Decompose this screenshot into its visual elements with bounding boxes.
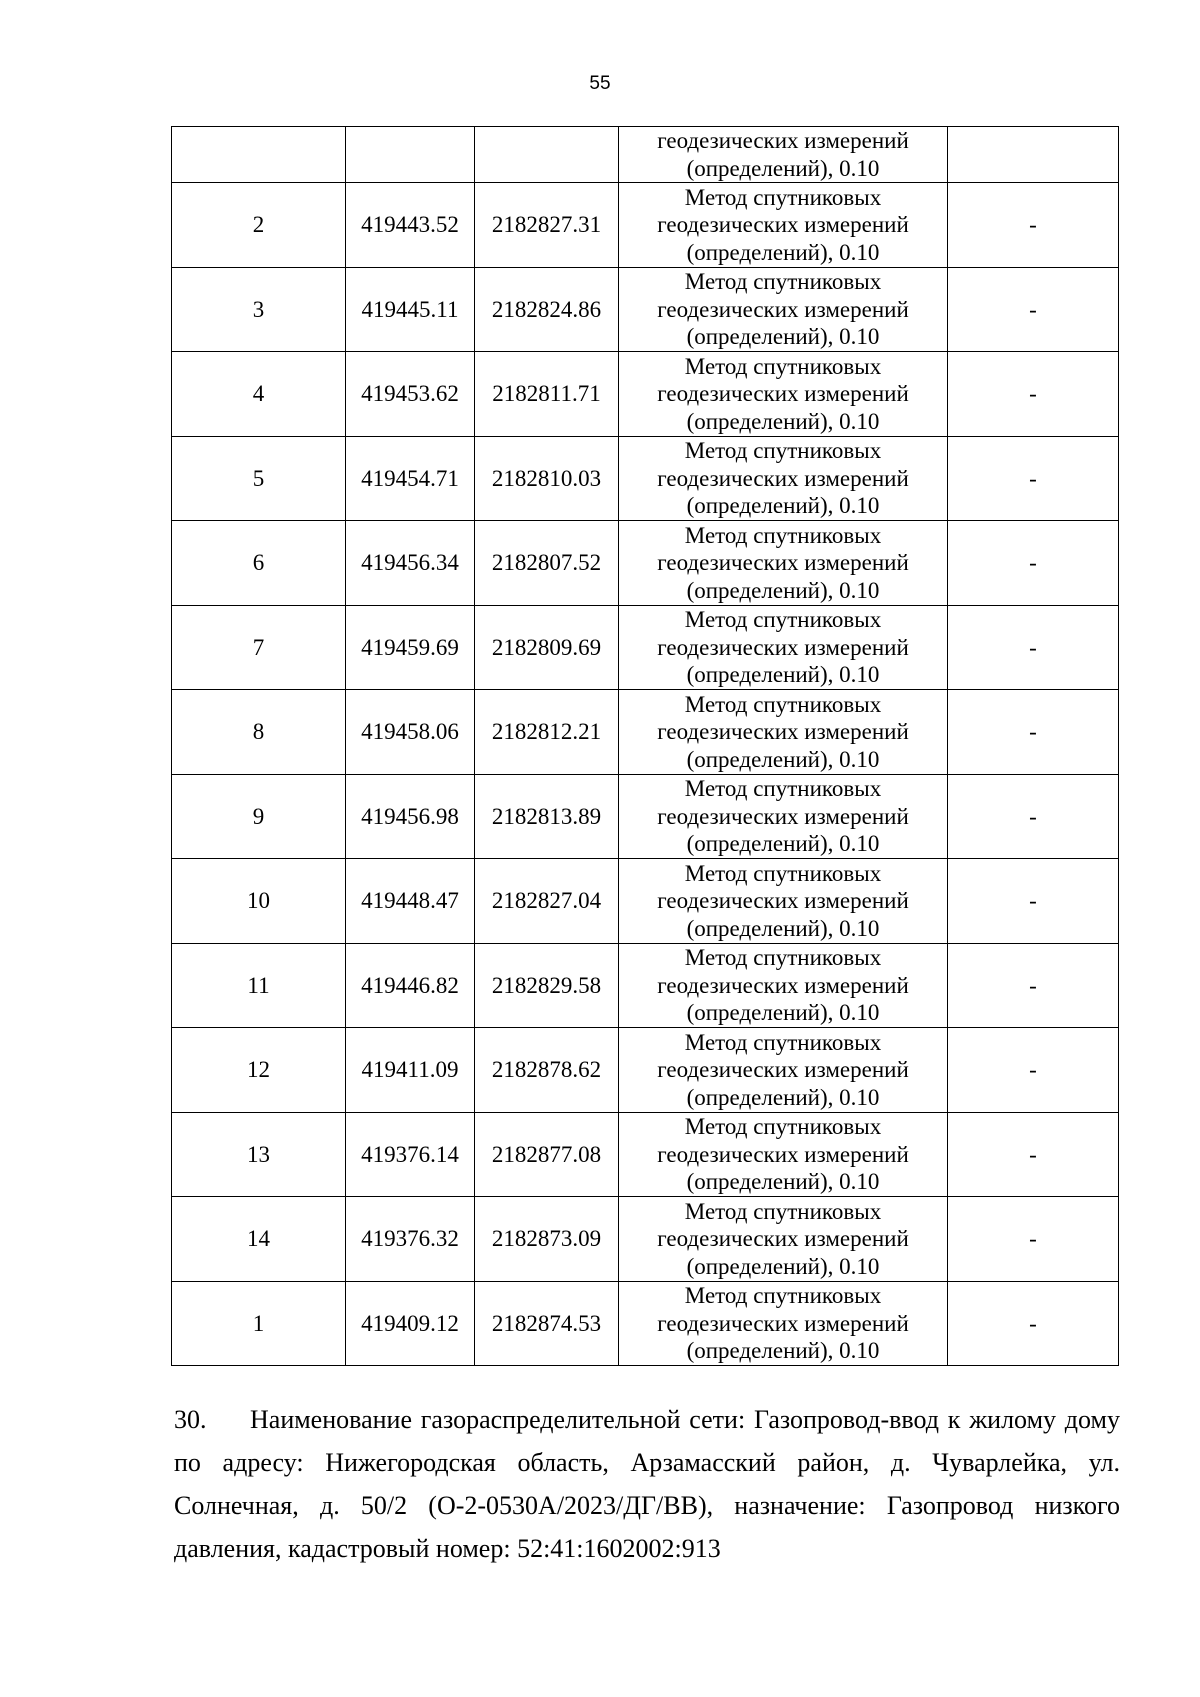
- cell-y: 2182810.03: [475, 436, 619, 521]
- cell-x: 419446.82: [346, 943, 475, 1028]
- table-row: [172, 183, 1119, 268]
- method-line: геодезических измерений: [657, 634, 909, 660]
- cell-point: 2: [172, 183, 346, 268]
- method-line: (определений), 0.10: [686, 915, 880, 941]
- cell-x: 419376.14: [346, 1112, 475, 1197]
- cell-note: -: [948, 605, 1119, 690]
- cell-note: -: [948, 352, 1119, 437]
- cell-point: 8: [172, 690, 346, 775]
- cell-y: 2182812.21: [475, 690, 619, 775]
- method-line: геодезических измерений: [657, 888, 909, 913]
- cell-x: 419456.98: [346, 774, 475, 859]
- table-row: [172, 267, 1119, 352]
- table-row: [172, 859, 1119, 944]
- cell-note: -: [948, 1197, 1119, 1282]
- section-number: 30.: [174, 1405, 207, 1434]
- cell-y: 2182811.71: [475, 352, 619, 437]
- cell-y: 2182873.09: [475, 1197, 619, 1282]
- cell-x: 419443.52: [346, 183, 475, 268]
- cell-note: -: [948, 943, 1119, 1028]
- cell-x: 419376.32: [346, 1197, 475, 1282]
- cell-point: 5: [172, 436, 346, 521]
- method-line: Метод спутниковых: [684, 438, 882, 463]
- method-line: геодезических измерений: [657, 719, 909, 744]
- cell-x: 419456.34: [346, 521, 475, 606]
- method-line: (определений), 0.10: [686, 1084, 880, 1110]
- method-line: (определений), 0.10: [686, 1253, 880, 1279]
- method-line: Метод спутниковых: [684, 691, 882, 717]
- method-line: геодезических измерений: [657, 803, 909, 829]
- method-line: (определений), 0.10: [686, 662, 880, 687]
- cell-note: -: [948, 521, 1119, 606]
- cell-method: [619, 943, 948, 1028]
- cell-point: 12: [172, 1028, 346, 1113]
- cell-y: 2182877.08: [475, 1112, 619, 1197]
- cell-method: [619, 774, 948, 859]
- cell-y: 2182824.86: [475, 267, 619, 352]
- cell-x: 419409.12: [346, 1281, 475, 1366]
- cell-note: [948, 127, 1119, 183]
- cell-method: [619, 1197, 948, 1282]
- cell-note: -: [948, 774, 1119, 859]
- cell-method: [619, 127, 948, 183]
- method-line: (определений), 0.10: [686, 408, 880, 434]
- cell-point: 6: [172, 521, 346, 606]
- cell-y: 2182813.89: [475, 774, 619, 859]
- cell-y: 2182827.04: [475, 859, 619, 944]
- cell-point: 9: [172, 774, 346, 859]
- cell-y: 2182809.69: [475, 605, 619, 690]
- cell-method: [619, 605, 948, 690]
- table-row: [172, 690, 1119, 775]
- method-line: (определений), 0.10: [686, 155, 880, 181]
- cell-point: 1: [172, 1281, 346, 1366]
- cell-x: 419453.62: [346, 352, 475, 437]
- method-line: Метод спутниковых: [684, 945, 882, 970]
- method-line: (определений), 0.10: [686, 493, 880, 518]
- method-line: геодезических измерений: [657, 465, 909, 491]
- cell-method: [619, 521, 948, 606]
- method-line: геодезических измерений: [657, 212, 909, 237]
- method-line: (определений), 0.10: [686, 239, 880, 265]
- method-line: (определений), 0.10: [686, 324, 880, 349]
- method-line: геодезических измерений: [657, 550, 909, 575]
- coordinates-table-body: [172, 127, 1119, 1366]
- cell-point: 10: [172, 859, 346, 944]
- method-line: геодезических измерений: [657, 296, 909, 322]
- page-number: 55: [589, 73, 611, 94]
- cell-method: [619, 690, 948, 775]
- cell-method: [619, 1028, 948, 1113]
- method-line: Метод спутниковых: [684, 1114, 882, 1139]
- cell-x: 419454.71: [346, 436, 475, 521]
- cell-x: 419411.09: [346, 1028, 475, 1113]
- table-row: [172, 521, 1119, 606]
- method-line: Метод спутниковых: [684, 1198, 882, 1224]
- cell-x: 419445.11: [346, 267, 475, 352]
- cell-note: -: [948, 1028, 1119, 1113]
- coordinates-table: [171, 126, 1119, 1366]
- cell-note: -: [948, 1281, 1119, 1366]
- method-line: Метод спутниковых: [684, 269, 882, 294]
- method-line: (определений), 0.10: [686, 746, 880, 772]
- cell-method: [619, 859, 948, 944]
- cell-y: 2182827.31: [475, 183, 619, 268]
- method-line: Метод спутниковых: [684, 860, 882, 886]
- cell-note: -: [948, 1112, 1119, 1197]
- method-line: геодезических измерений: [657, 1226, 909, 1251]
- method-line: геодезических измерений: [657, 1310, 909, 1336]
- cell-x: [346, 127, 475, 183]
- method-line: Метод спутниковых: [684, 1029, 882, 1055]
- cell-point: 7: [172, 605, 346, 690]
- method-line: Метод спутниковых: [684, 522, 882, 548]
- method-line: Метод спутниковых: [684, 353, 882, 379]
- method-line: (определений), 0.10: [686, 1338, 880, 1363]
- cell-point: 3: [172, 267, 346, 352]
- method-line: геодезических измерений: [657, 1057, 909, 1082]
- cell-note: -: [948, 267, 1119, 352]
- cell-x: 419458.06: [346, 690, 475, 775]
- cell-method: [619, 436, 948, 521]
- cell-y: 2182829.58: [475, 943, 619, 1028]
- cell-point: 13: [172, 1112, 346, 1197]
- cell-method: [619, 183, 948, 268]
- cell-method: [619, 267, 948, 352]
- cell-note: -: [948, 436, 1119, 521]
- method-line: (определений), 0.10: [686, 831, 880, 856]
- cell-y: 2182878.62: [475, 1028, 619, 1113]
- section-text: Наименование газораспределительной сети: Газопровод-ввод к жилому дому по адресу: Нижегородская область, Арзамасский район, д. Чуварлейка, ул. Солнечная, д. 50/2 (О-2-0530А/2023/ДГ/ВВ), назначение: Газопровод низкого давления, кадастровый номер: 52:41:1602002:913: [174, 1405, 1120, 1563]
- cell-note: -: [948, 183, 1119, 268]
- method-line: геодезических измерений: [657, 972, 909, 998]
- table-row: [172, 436, 1119, 521]
- cell-point: 14: [172, 1197, 346, 1282]
- cell-point: [172, 127, 346, 183]
- method-line: Метод спутниковых: [684, 776, 882, 801]
- cell-x: 419448.47: [346, 859, 475, 944]
- method-line: геодезических измерений: [657, 1141, 909, 1167]
- cell-y: 2182874.53: [475, 1281, 619, 1366]
- cell-note: -: [948, 859, 1119, 944]
- cell-point: 4: [172, 352, 346, 437]
- cell-point: 11: [172, 943, 346, 1028]
- table-row-continuation: [172, 127, 1119, 183]
- table-row: [172, 605, 1119, 690]
- table-row: [172, 1028, 1119, 1113]
- cell-y: 2182807.52: [475, 521, 619, 606]
- method-line: (определений), 0.10: [686, 1169, 880, 1194]
- table-row: [172, 1281, 1119, 1366]
- method-line: геодезических измерений: [657, 381, 909, 406]
- cell-method: [619, 352, 948, 437]
- table-row: [172, 352, 1119, 437]
- cell-method: [619, 1112, 948, 1197]
- table-row: [172, 1112, 1119, 1197]
- method-line: (определений), 0.10: [686, 577, 880, 603]
- cell-method: [619, 1281, 948, 1366]
- section-paragraph: [174, 1398, 1120, 1570]
- table-row: [172, 943, 1119, 1028]
- cell-x: 419459.69: [346, 605, 475, 690]
- cell-y: [475, 127, 619, 183]
- method-line: Метод спутниковых: [684, 607, 882, 632]
- method-line: (определений), 0.10: [686, 1000, 880, 1025]
- method-line: геодезических измерений: [657, 128, 909, 153]
- table-row: [172, 1197, 1119, 1282]
- table-row: [172, 774, 1119, 859]
- method-line: Метод спутниковых: [684, 1283, 882, 1308]
- method-line: Метод спутниковых: [684, 184, 882, 210]
- cell-note: -: [948, 690, 1119, 775]
